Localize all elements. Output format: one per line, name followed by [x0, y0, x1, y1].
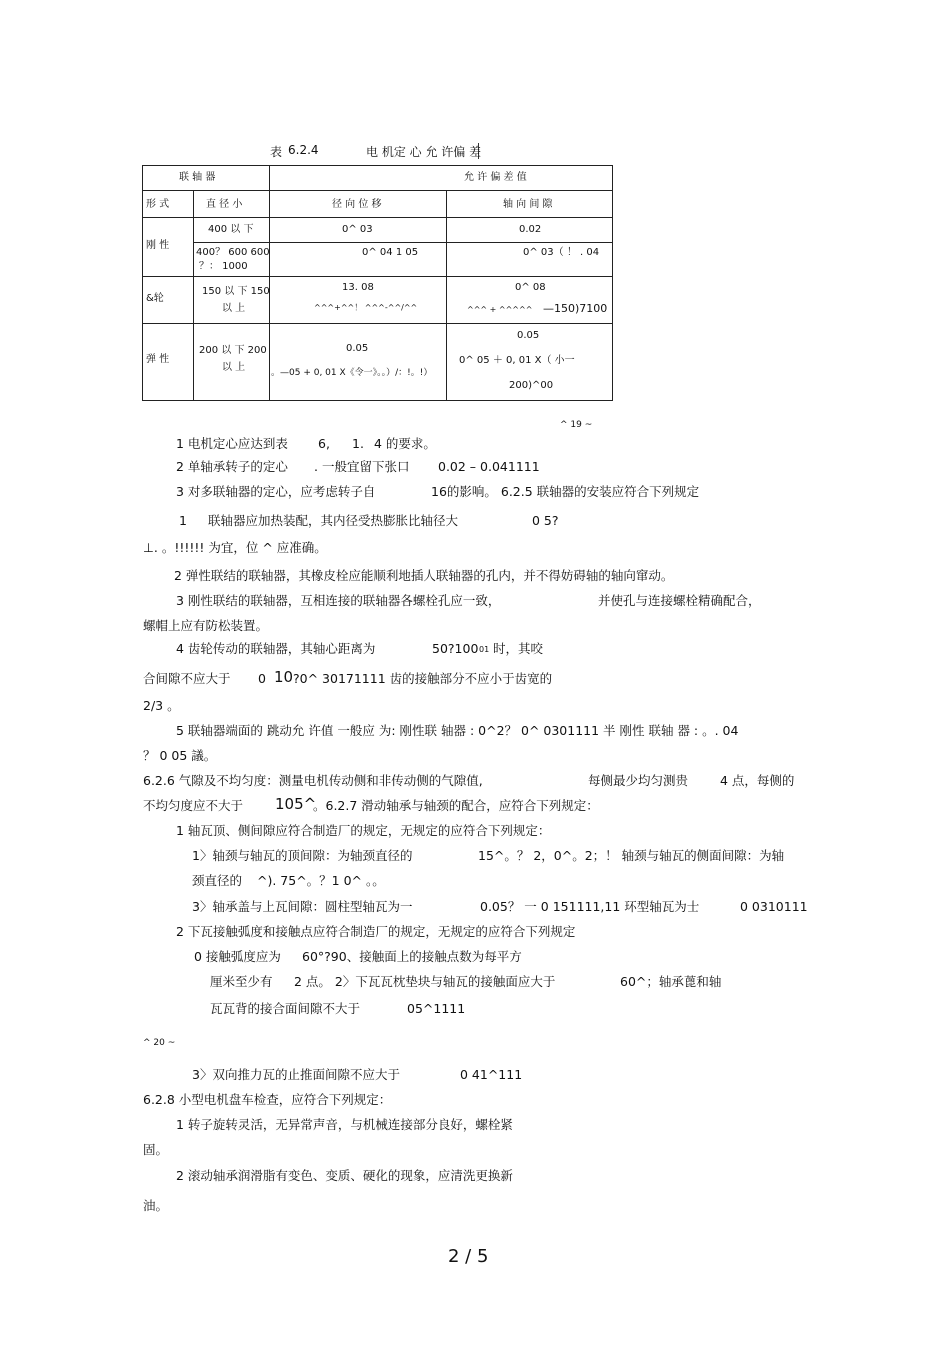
table-header-row	[143, 166, 613, 191]
text-line: 1.	[352, 436, 364, 451]
row-diameter-line1: 200 以 下 200	[199, 345, 267, 356]
text-line: 2 单轴承转子的定心	[176, 459, 288, 474]
text-line: 60^；轴承蓖和轴	[620, 974, 722, 989]
row-form: &轮	[146, 293, 164, 304]
row-radial: 0^ 03	[342, 224, 373, 235]
table-title-number: 6.2.4	[288, 143, 319, 157]
text-line: 5 联轴器端面的 跳动允 许值 一般应 为: 刚性联 轴器 : 0^2？ 0^ 0301111 半 刚性 联轴 器 : 。. 04	[176, 723, 739, 738]
text-line: 2 弹性联结的联轴器，其橡皮栓应能顺利地插人联轴器的孔内，并不得妨碍轴的轴向窜动。	[174, 568, 674, 583]
header-diameter: 直 径 小	[206, 199, 243, 210]
header-radial: 径 向 位 移	[332, 199, 382, 210]
text-line: 4 齿轮传动的联轴器，其轴心距离为	[176, 641, 376, 656]
table-row	[143, 218, 613, 243]
row-diameter-line2: 以 上	[222, 362, 246, 373]
text-line: 0.02 – 0.041111	[438, 459, 540, 474]
tolerance-table	[142, 165, 613, 401]
text-line: 合间隙不应大于	[143, 671, 231, 686]
text-line: 瓦瓦背的接合面间隙不大于	[210, 1001, 361, 1016]
text-line: 6,	[318, 436, 330, 451]
text-line: 4 点，每侧的	[720, 773, 795, 788]
header-axial: 轴 向 间 隙	[503, 199, 553, 210]
page-number: 2 / 5	[448, 1246, 489, 1267]
text-line: 16的影响。 6.2.5 联轴器的安装应符合下列规定	[431, 484, 700, 499]
row-axial: 0^ 03（ ！ . 04	[523, 247, 600, 258]
row-radial-line1: 13. 08	[342, 282, 374, 293]
text-line: ⊥. 。!!!!!! 为宜，位 ^ 应准确。	[143, 540, 327, 555]
row-radial-line2: 。—05 + 0, 01 X《令一》。。）/：!。!）	[271, 368, 433, 378]
header-coupling: 联 轴 器	[179, 172, 216, 183]
text-line: 60°?90、接触面上的接触点数为每平方	[302, 949, 522, 964]
text-line: 0.05？ 一 0 151111,11 环型轴瓦为士	[480, 899, 700, 914]
text-line: ？ 0 05 議。	[143, 748, 217, 763]
text-line: 时，其咬	[493, 641, 544, 656]
row-diameter-line2: 以 上	[222, 303, 246, 314]
row-axial-line1: 0.05	[517, 330, 540, 341]
text-line: 并使孔与连接螺栓精确配合，	[598, 593, 761, 608]
text-line: 2 滚动轴承润滑脂有变色、变质、硬化的现象，应清洗更换新	[176, 1168, 513, 1183]
text-line: 3〉轴承盖与上瓦间隙：圆柱型轴瓦为一	[192, 899, 413, 914]
row-diameter-line1: 400？ 600 600	[196, 247, 270, 258]
text-line: 10	[274, 668, 294, 686]
text-line: 颈直径的	[192, 873, 243, 888]
table-row	[143, 277, 613, 324]
table-subheader-row	[143, 191, 613, 218]
row-form: 弹 性	[146, 354, 170, 365]
text-line: . 一般宜留下张口	[314, 459, 410, 474]
text-line: ^). 75^。？1 0^ 。。	[257, 873, 385, 888]
table-row	[143, 324, 613, 401]
row-diameter-line2: ？： 1000	[199, 261, 248, 272]
header-form: 形 式	[146, 199, 170, 210]
text-line: 15^。？ 2，0^。2；！ 轴颈与轴瓦的侧面间隙：为轴	[478, 848, 785, 863]
text-line: 05^1111	[407, 1001, 466, 1016]
page-marker: ^ 19 ~	[560, 420, 593, 430]
text-line: 不均匀度应不大于	[143, 798, 244, 813]
text-line: 1	[179, 513, 187, 528]
text-line: 0 接触弧度应为	[194, 949, 281, 964]
text-line: 1〉轴颈与轴瓦的顶间隙：为轴颈直径的	[192, 848, 413, 863]
table-row	[143, 243, 613, 277]
text-line: 0 41^111	[460, 1067, 523, 1082]
text-line: 01	[479, 645, 490, 654]
text-line: 6.2.6 气隙及不均匀度：测量电机传动侧和非传动侧的气隙值,	[143, 773, 483, 788]
text-line: 0 0310111	[740, 899, 808, 914]
text-line: 4 的要求。	[374, 436, 436, 451]
row-axial-line3: 200)^00	[509, 380, 554, 391]
text-line: 50?100	[432, 641, 479, 656]
text-line: 0 5?	[532, 513, 559, 528]
text-line: 6.2.8 小型电机盘车检查，应符合下列规定：	[143, 1092, 392, 1107]
text-line: 每侧最少均匀测贵	[588, 773, 689, 788]
row-radial-line2: ^^^+^^！ ^^^-^^/^^	[314, 303, 418, 312]
table-title-label: 表	[270, 145, 283, 159]
header-allowed-deviation: 允 许 偏 差 值	[464, 172, 527, 183]
table-title	[266, 143, 482, 159]
row-radial-line1: 0.05	[346, 343, 369, 354]
row-diameter: 400 以 下	[208, 224, 254, 235]
text-line: 3 对多联轴器的定心，应考虑转子自	[176, 484, 376, 499]
row-axial-line2: 0^ 05 ＋ 0, 01 X（ 小一	[459, 355, 575, 366]
text-line: 2/3 。	[143, 698, 180, 713]
text-line: 油。	[143, 1198, 169, 1213]
text-line: 厘米至少有	[210, 974, 273, 989]
text-line: ?0^ 30171111 齿的接触部分不应小于齿宽的	[293, 671, 553, 686]
row-axial-line1: 0^ 08	[515, 282, 546, 293]
text-line: 2 点。 2〉下瓦瓦枕垫块与轴瓦的接触面应大于	[294, 974, 556, 989]
text-line: 联轴器应加热装配，其内径受热膨胀比轴径大	[208, 513, 459, 528]
text-line: 固。	[143, 1142, 169, 1157]
text-line: 1 轴瓦顶、侧间隙应符合制造厂的规定，无规定的应符合下列规定：	[176, 823, 551, 838]
text-line: 0	[258, 671, 266, 686]
row-axial: 0.02	[519, 224, 542, 235]
row-axial-line3: —150)7100	[543, 302, 608, 315]
page-marker: ^ 20 ~	[143, 1038, 176, 1048]
text-line: 。6.2.7 滑动轴承与轴颈的配合，应符合下列规定：	[313, 798, 599, 813]
text-line: 1 电机定心应达到表	[176, 436, 288, 451]
text-line: 1 转子旋转灵活，无异常声音，与机械连接部分良好，螺栓紧	[176, 1117, 513, 1132]
row-axial-line2: ^^^ + ^^^^^	[467, 305, 533, 314]
text-line: 2 下瓦接触弧度和接触点应符合制造厂的规定，无规定的应符合下列规定	[176, 924, 576, 939]
row-form: 刚 性	[146, 240, 170, 251]
text-line: 105^	[275, 795, 317, 813]
text-line: 3〉双向推力瓦的止推面间隙不应大于	[192, 1067, 400, 1082]
row-diameter-line1: 150 以 下 150	[202, 286, 270, 297]
text-line: 螺帽上应有防松装置。	[143, 618, 269, 633]
table-title-text: 电 机定 心 允 许偏 差	[366, 145, 482, 159]
row-radial: 0^ 04 1 05	[362, 247, 419, 258]
text-line: 3 刚性联结的联轴器，互相连接的联轴器各螺栓孔应一致，	[176, 593, 501, 608]
